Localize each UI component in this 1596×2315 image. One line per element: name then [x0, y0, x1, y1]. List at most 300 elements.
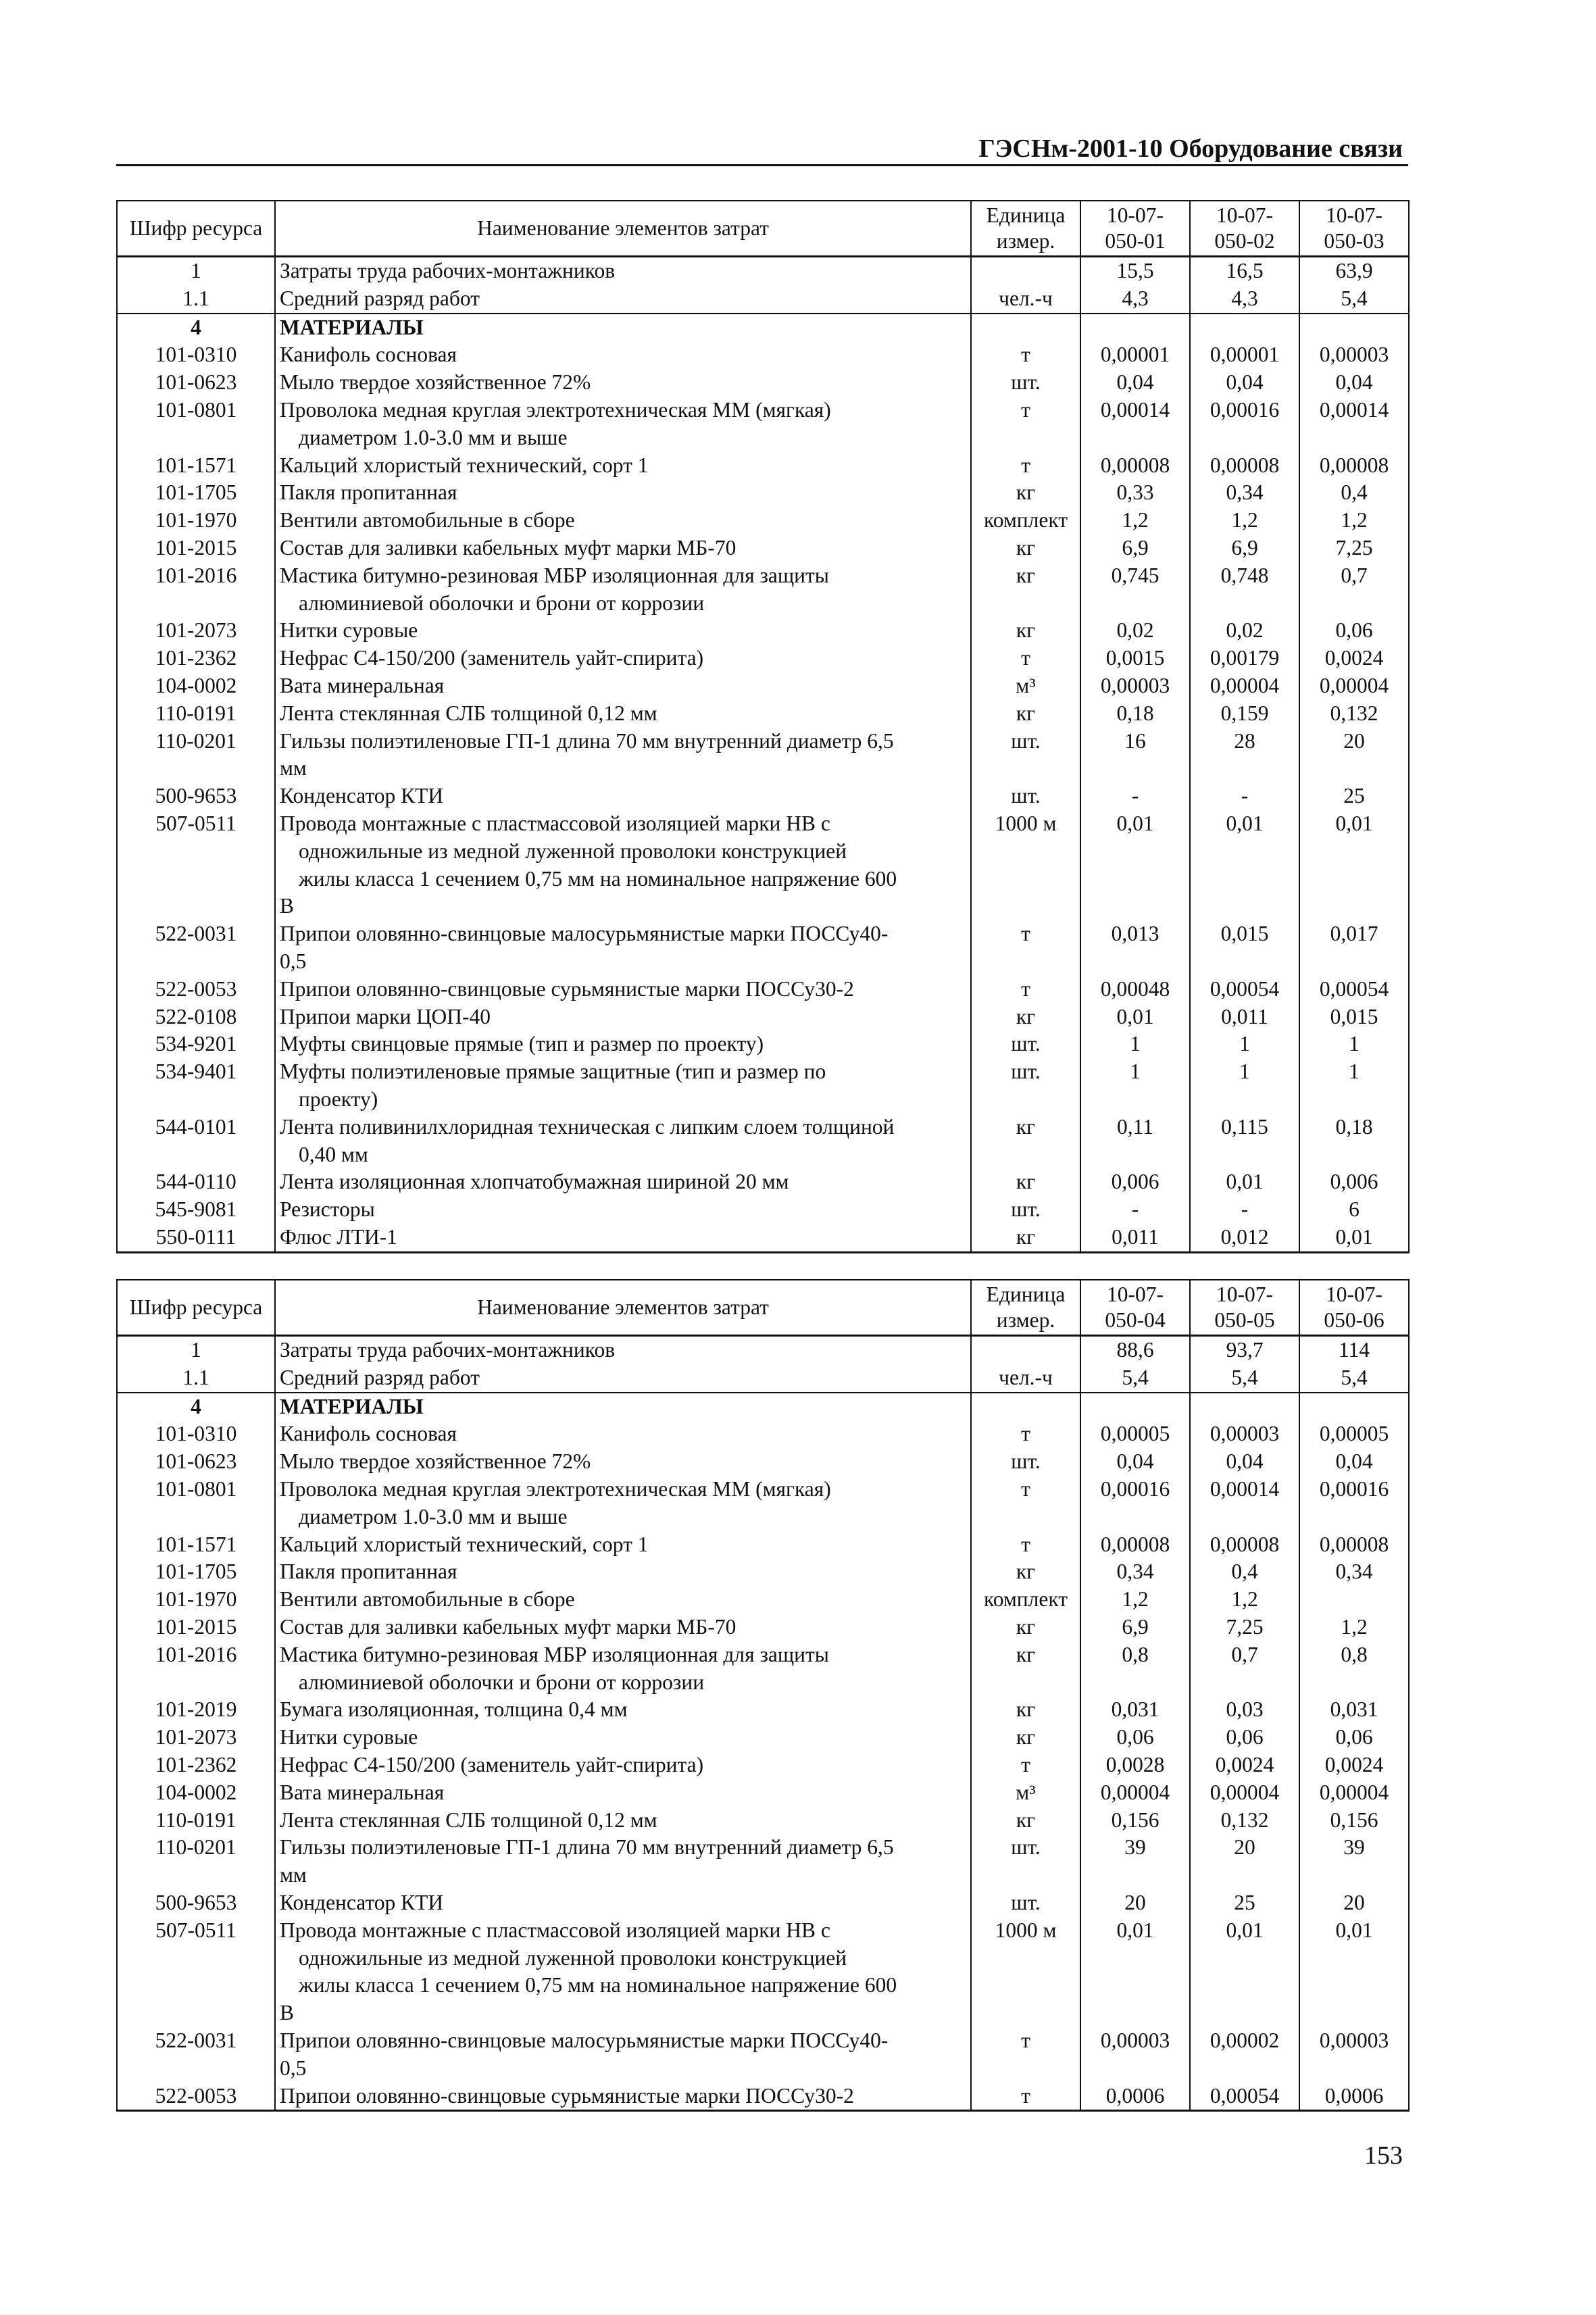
table-row [117, 1058, 1409, 1114]
col-header-name: Наименование элементов затрат [275, 1280, 971, 1336]
unit-of-measure: шт. [971, 1058, 1080, 1114]
resource-name [275, 1779, 971, 1807]
table-row [117, 397, 1409, 452]
table-row [117, 1834, 1409, 1889]
unit-of-measure: 1000 м [971, 1917, 1080, 2027]
resource-name-line: Мыло твердое хозяйственное 72% [280, 370, 591, 395]
resource-name [275, 257, 971, 285]
unit-of-measure [971, 257, 1080, 285]
resource-name [275, 1641, 971, 1697]
resource-name [275, 1476, 971, 1531]
resource-name-line: Муфты свинцовые прямые (тип и размер по проекту) [280, 1032, 764, 1056]
table-row [117, 1336, 1409, 1364]
resource-code: 544-0101 [117, 1114, 275, 1169]
rate-value: 1 [1190, 1058, 1299, 1114]
rate-value: 0,0024 [1299, 1751, 1409, 1779]
rate-value: 0,00005 [1299, 1420, 1409, 1448]
rate-value: 16,5 [1190, 257, 1299, 285]
rate-value: 0,00004 [1299, 1779, 1409, 1807]
resource-name [275, 285, 971, 314]
resource-name [275, 1751, 971, 1779]
unit-of-measure: кг [971, 617, 1080, 645]
rate-value: 0,00002 [1190, 2027, 1299, 2083]
rate-value: 0,006 [1299, 1168, 1409, 1196]
resource-name [275, 1003, 971, 1031]
rate-value: 0,18 [1299, 1114, 1409, 1169]
resource-code: 522-0053 [117, 2083, 275, 2111]
resource-name-line: Состав для заливки кабельных муфт марки МБ-70 [280, 1614, 737, 1639]
resource-name-line: Мастика битумно-резиновая МБР изоляционная для защиты [280, 1642, 829, 1666]
resource-name-line: Затраты труда рабочих-монтажников [280, 259, 616, 282]
resource-name [275, 397, 971, 452]
table-row [117, 369, 1409, 397]
rate-value [1299, 1393, 1409, 1421]
table-row [117, 2027, 1409, 2083]
table-row [117, 1917, 1409, 2027]
unit-of-measure: шт. [971, 1448, 1080, 1476]
rate-value: 0,06 [1190, 1724, 1299, 1751]
unit-of-measure: кг [971, 700, 1080, 728]
unit-of-measure: шт. [971, 369, 1080, 397]
table-row [117, 1114, 1409, 1169]
rate-value: - [1190, 1196, 1299, 1224]
resource-table-1 [116, 200, 1410, 1253]
rate-value: 0,7 [1299, 562, 1409, 618]
page-header-title: ГЭСНм-2001-10 Оборудование связи [978, 134, 1403, 163]
unit-of-measure: т [971, 976, 1080, 1003]
resource-code: 101-2015 [117, 1614, 275, 1641]
rate-value: 0,01 [1080, 810, 1190, 920]
rate-value: 6,9 [1190, 534, 1299, 562]
col-header-code: Шифр ресурса [117, 1280, 275, 1336]
resource-code: 507-0511 [117, 810, 275, 920]
resource-code: 101-1571 [117, 1531, 275, 1559]
rate-value: 0,06 [1299, 617, 1409, 645]
resource-name [275, 976, 971, 1003]
resource-name-line: Вентили автомобильные в сборе [280, 1587, 575, 1612]
rate-value: 0,031 [1080, 1696, 1190, 1724]
rate-value: 0,06 [1299, 1724, 1409, 1751]
rate-value: 0,01 [1080, 1917, 1190, 2027]
unit-of-measure: кг [971, 479, 1080, 507]
resource-name-line: Канифоль сосновая [280, 343, 457, 367]
rate-value: 0,017 [1299, 920, 1409, 976]
resource-name [275, 1696, 971, 1724]
rate-value: 0,00004 [1299, 672, 1409, 700]
rate-value: 1,2 [1080, 1586, 1190, 1614]
unit-of-measure: м³ [971, 672, 1080, 700]
rate-value: 7,25 [1299, 534, 1409, 562]
table-row [117, 285, 1409, 314]
resource-code: 101-2015 [117, 534, 275, 562]
rate-value: 0,03 [1190, 1696, 1299, 1724]
rate-value: 0,00003 [1299, 341, 1409, 369]
resource-code: 101-2362 [117, 1751, 275, 1779]
unit-of-measure: т [971, 920, 1080, 976]
resource-code: 4 [117, 314, 275, 342]
resource-code: 4 [117, 1393, 275, 1421]
resource-name-line: алюминиевой оболочки и брони от коррозии [299, 1670, 705, 1694]
rate-value: 25 [1190, 1889, 1299, 1917]
rate-value: 114 [1299, 1336, 1409, 1364]
resource-name-line: одножильные из медной луженной проволоки конструкцией [299, 839, 847, 863]
rate-value: 20 [1080, 1889, 1190, 1917]
rate-value: 0,00008 [1299, 1531, 1409, 1559]
resource-code: 500-9653 [117, 1889, 275, 1917]
rate-value: 63,9 [1299, 257, 1409, 285]
col-header-unit: Единица измер. [971, 201, 1080, 257]
rate-value: 0,00016 [1299, 1476, 1409, 1531]
rate-value: 0,006 [1080, 1168, 1190, 1196]
resource-code: 522-0108 [117, 1003, 275, 1031]
resource-name [275, 314, 971, 342]
resource-name-line: Нитки суровые [280, 1725, 418, 1749]
page-number: 153 [1364, 2141, 1403, 2170]
table-row [117, 1779, 1409, 1807]
table-row [117, 562, 1409, 618]
resource-code: 522-0053 [117, 976, 275, 1003]
unit-of-measure: шт. [971, 782, 1080, 810]
resource-name-line: Лента изоляционная хлопчатобумажная шириной 20 мм [280, 1170, 789, 1194]
rate-value: - [1190, 782, 1299, 810]
table-row [117, 1476, 1409, 1531]
resource-name-line: Лента поливинилхлоридная техническая с липким слоем толщиной [280, 1114, 895, 1139]
resource-name-line: Гильзы полиэтиленовые ГП-1 длина 70 мм внутренний диаметр 6,5 [280, 728, 894, 753]
resource-code: 544-0110 [117, 1168, 275, 1196]
resource-name [275, 1614, 971, 1641]
table-row [117, 1030, 1409, 1058]
unit-of-measure: кг [971, 1614, 1080, 1641]
rate-value: 0,00008 [1080, 452, 1190, 480]
table-row [117, 1807, 1409, 1835]
resource-name-line: Нитки суровые [280, 618, 418, 643]
table-row [117, 1558, 1409, 1586]
rate-value: 0,00003 [1080, 672, 1190, 700]
resource-code: 545-9081 [117, 1196, 275, 1224]
resource-name-line: мм [280, 756, 307, 780]
table-row [117, 645, 1409, 672]
table-row [117, 617, 1409, 645]
unit-of-measure: шт. [971, 1834, 1080, 1889]
unit-of-measure: шт. [971, 1030, 1080, 1058]
rate-value: 1 [1190, 1030, 1299, 1058]
col-header-unit: Единица измер. [971, 1280, 1080, 1336]
table-row [117, 1224, 1409, 1252]
rate-value: 0,00004 [1190, 672, 1299, 700]
resource-name-line: Резисторы [280, 1197, 375, 1222]
rate-value: 0,031 [1299, 1696, 1409, 1724]
resource-name-line: Конденсатор КТИ [280, 784, 444, 808]
rate-value: 0,02 [1080, 617, 1190, 645]
resource-name-line: 0,40 мм [299, 1142, 368, 1166]
rate-value: 93,7 [1190, 1336, 1299, 1364]
resource-name [275, 1586, 971, 1614]
resource-name [275, 672, 971, 700]
rate-value: 0,11 [1080, 1114, 1190, 1169]
rate-value: 0,156 [1299, 1807, 1409, 1835]
resource-name-line: Мастика битумно-резиновая МБР изоляционная для защиты [280, 563, 829, 587]
rate-value: 25 [1299, 782, 1409, 810]
resource-name [275, 728, 971, 783]
resource-code: 101-0310 [117, 1420, 275, 1448]
resource-name-line: мм [280, 1863, 307, 1887]
resource-name-line: Затраты труда рабочих-монтажников [280, 1338, 616, 1362]
resource-name-line: Состав для заливки кабельных муфт марки МБ-70 [280, 535, 737, 559]
table-row [117, 314, 1409, 342]
resource-name-line: В [280, 894, 295, 918]
unit-of-measure: кг [971, 1224, 1080, 1252]
resource-code: 507-0511 [117, 1917, 275, 2027]
resource-name [275, 2027, 971, 2083]
unit-of-measure: т [971, 1420, 1080, 1448]
unit-of-measure: комплект [971, 1586, 1080, 1614]
rate-value: 5,4 [1190, 1364, 1299, 1393]
table-row [117, 700, 1409, 728]
rate-value: 0,04 [1080, 369, 1190, 397]
unit-of-measure: т [971, 341, 1080, 369]
col-header-rate: 10-07- 050-01 [1080, 201, 1190, 257]
resource-name [275, 1531, 971, 1559]
resource-name [275, 920, 971, 976]
resource-name-line: Гильзы полиэтиленовые ГП-1 длина 70 мм внутренний диаметр 6,5 [280, 1835, 894, 1860]
rate-value: 0,01 [1299, 1224, 1409, 1252]
rate-value: 0,04 [1299, 1448, 1409, 1476]
rate-value: 0,00054 [1299, 976, 1409, 1003]
resource-code: 110-0191 [117, 1807, 275, 1835]
resource-name-line: Провода монтажные с пластмассовой изоляцией марки НВ с [280, 1918, 830, 1942]
col-header-code: Шифр ресурса [117, 201, 275, 257]
rate-value: 28 [1190, 728, 1299, 783]
resource-name-line: Конденсатор КТИ [280, 1890, 444, 1914]
rate-value: 0,4 [1299, 479, 1409, 507]
table-row [117, 2083, 1409, 2111]
rate-value: 0,04 [1190, 1448, 1299, 1476]
resource-name [275, 782, 971, 810]
rate-value: 39 [1299, 1834, 1409, 1889]
rate-value: 0,0006 [1080, 2083, 1190, 2111]
rate-value: 0,00016 [1080, 1476, 1190, 1531]
resource-code: 101-2073 [117, 1724, 275, 1751]
table-row [117, 1364, 1409, 1393]
rate-value: 39 [1080, 1834, 1190, 1889]
unit-of-measure: кг [971, 1003, 1080, 1031]
unit-of-measure: т [971, 2027, 1080, 2083]
table-row [117, 810, 1409, 920]
rate-value: 5,4 [1080, 1364, 1190, 1393]
table-row [117, 1614, 1409, 1641]
rate-value: 0,748 [1190, 562, 1299, 618]
rate-value [1190, 1393, 1299, 1421]
rate-value: 0,01 [1299, 810, 1409, 920]
resource-name-line: диаметром 1.0-3.0 мм и выше [299, 425, 568, 449]
rate-value: 1 [1299, 1058, 1409, 1114]
unit-of-measure: кг [971, 1724, 1080, 1751]
unit-of-measure: комплект [971, 507, 1080, 534]
resource-code: 522-0031 [117, 2027, 275, 2083]
rate-value: 20 [1299, 1889, 1409, 1917]
table-row [117, 782, 1409, 810]
resource-name [275, 1058, 971, 1114]
resource-name-line: Муфты полиэтиленовые прямые защитные (тип и размер по [280, 1060, 826, 1084]
unit-of-measure: шт. [971, 1889, 1080, 1917]
rate-value: 15,5 [1080, 257, 1190, 285]
rate-value: 0,04 [1299, 369, 1409, 397]
resource-name-line: Флюс ЛТИ-1 [280, 1224, 398, 1249]
unit-of-measure: м³ [971, 1779, 1080, 1807]
resource-name-line: диаметром 1.0-3.0 мм и выше [299, 1504, 568, 1528]
unit-of-measure: чел.-ч [971, 285, 1080, 314]
rate-value: 0,00003 [1080, 2027, 1190, 2083]
rate-value [1080, 1393, 1190, 1421]
resource-name-line: Нефрас С4-150/200 (заменитель уайт-спирита) [280, 646, 704, 670]
unit-of-measure: 1000 м [971, 810, 1080, 920]
rate-value: 0,0006 [1299, 2083, 1409, 2111]
unit-of-measure: кг [971, 562, 1080, 618]
rate-value: - [1080, 782, 1190, 810]
resource-code: 101-0801 [117, 1476, 275, 1531]
resource-name [275, 810, 971, 920]
resource-name-line: Кальций хлористый технический, сорт 1 [280, 453, 649, 477]
rate-value: 0,02 [1190, 617, 1299, 645]
rate-value: 0,34 [1080, 1558, 1190, 1586]
rate-value: 0,012 [1190, 1224, 1299, 1252]
unit-of-measure: т [971, 1531, 1080, 1559]
resource-name-line: жилы класса 1 сечением 0,75 мм на номинальное напряжение 600 [299, 866, 897, 891]
rate-value [1299, 314, 1409, 342]
resource-name [275, 369, 971, 397]
table-row [117, 1724, 1409, 1751]
resource-code: 534-9401 [117, 1058, 275, 1114]
resource-name [275, 645, 971, 672]
resource-code: 101-1705 [117, 1558, 275, 1586]
rate-value: 20 [1190, 1834, 1299, 1889]
resource-name [275, 1420, 971, 1448]
rate-value: 0,00003 [1299, 2027, 1409, 2083]
resource-code: 101-2016 [117, 562, 275, 618]
table-row [117, 1003, 1409, 1031]
resource-name-line: алюминиевой оболочки и брони от коррозии [299, 591, 705, 615]
rate-value: 0,00008 [1190, 1531, 1299, 1559]
table-1-body [117, 257, 1409, 1253]
rate-value: 4,3 [1190, 285, 1299, 314]
unit-of-measure: т [971, 1476, 1080, 1531]
rate-value: 0,18 [1080, 700, 1190, 728]
resource-code: 101-1571 [117, 452, 275, 480]
resource-code: 101-0623 [117, 1448, 275, 1476]
unit-of-measure: т [971, 1751, 1080, 1779]
resource-name [275, 1224, 971, 1252]
rate-value: 0,0028 [1080, 1751, 1190, 1779]
resource-name-line: Нефрас С4-150/200 (заменитель уайт-спирита) [280, 1752, 704, 1776]
rate-value: 0,00014 [1299, 397, 1409, 452]
rate-value: 0,00001 [1080, 341, 1190, 369]
rate-value: 0,8 [1080, 1641, 1190, 1697]
table-row [117, 1696, 1409, 1724]
rate-value: 0,01 [1080, 1003, 1190, 1031]
table-row [117, 1168, 1409, 1196]
resource-name-line: Припои марки ЦОП-40 [280, 1004, 491, 1028]
unit-of-measure: шт. [971, 728, 1080, 783]
rate-value [1299, 1586, 1409, 1614]
rate-value: 0,4 [1190, 1558, 1299, 1586]
rate-value: 0,00001 [1190, 341, 1299, 369]
rate-value: 5,4 [1299, 285, 1409, 314]
unit-of-measure: чел.-ч [971, 1364, 1080, 1393]
rate-value: 0,015 [1299, 1003, 1409, 1031]
resource-name-line: МАТЕРИАЛЫ [280, 1394, 424, 1418]
resource-name-line: жилы класса 1 сечением 0,75 мм на номинальное напряжение 600 [299, 1973, 897, 1997]
resource-code: 101-2019 [117, 1696, 275, 1724]
rate-value: 20 [1299, 728, 1409, 783]
rate-value: 16 [1080, 728, 1190, 783]
table-row [117, 1393, 1409, 1421]
rate-value: 1,2 [1299, 1614, 1409, 1641]
rate-value: 1,2 [1299, 507, 1409, 534]
rate-value [1190, 314, 1299, 342]
table-row [117, 976, 1409, 1003]
unit-of-measure: кг [971, 1558, 1080, 1586]
resource-code: 101-1970 [117, 1586, 275, 1614]
resource-name-line: Припои оловянно-свинцовые малосурьмянистые марки ПОССу40- [280, 922, 889, 946]
unit-of-measure [971, 1336, 1080, 1364]
resource-name [275, 1917, 971, 2027]
resource-name-line: Лента стеклянная СЛБ толщиной 0,12 мм [280, 1808, 657, 1832]
unit-of-measure: шт. [971, 1196, 1080, 1224]
resource-name [275, 617, 971, 645]
table-row [117, 1751, 1409, 1779]
resource-name-line: Средний разряд работ [280, 286, 480, 310]
rate-value: 0,00008 [1080, 1531, 1190, 1559]
resource-name-line: 0,5 [280, 949, 307, 973]
rate-value: 0,00004 [1190, 1779, 1299, 1807]
table-row [117, 452, 1409, 480]
resource-code: 110-0191 [117, 700, 275, 728]
resource-code: 101-1705 [117, 479, 275, 507]
resource-name [275, 1030, 971, 1058]
rate-value: 0,04 [1080, 1448, 1190, 1476]
rate-value: 0,04 [1190, 369, 1299, 397]
rate-value: 0,00048 [1080, 976, 1190, 1003]
col-header-name: Наименование элементов затрат [275, 201, 971, 257]
rate-value: 0,00014 [1190, 1476, 1299, 1531]
resource-code: 1.1 [117, 285, 275, 314]
table-row [117, 728, 1409, 783]
resource-name [275, 562, 971, 618]
rate-value: 0,00014 [1080, 397, 1190, 452]
resource-code: 550-0111 [117, 1224, 275, 1252]
col-header-rate: 10-07- 050-03 [1299, 201, 1409, 257]
rate-value: 0,00008 [1190, 452, 1299, 480]
rate-value: 6,9 [1080, 534, 1190, 562]
rate-value: 0,34 [1299, 1558, 1409, 1586]
col-header-rate: 10-07- 050-05 [1190, 1280, 1299, 1336]
resource-name [275, 1393, 971, 1421]
resource-code: 500-9653 [117, 782, 275, 810]
col-header-rate: 10-07- 050-06 [1299, 1280, 1409, 1336]
rate-value: 0,115 [1190, 1114, 1299, 1169]
resource-name-line: В [280, 2001, 295, 2025]
rate-value: 4,3 [1080, 285, 1190, 314]
rate-value: 7,25 [1190, 1614, 1299, 1641]
resource-name-line: проекту) [299, 1087, 378, 1111]
rate-value: 0,01 [1299, 1917, 1409, 2027]
unit-of-measure: кг [971, 1114, 1080, 1169]
resource-code: 101-0801 [117, 397, 275, 452]
rate-value: 0,013 [1080, 920, 1190, 976]
resource-name-line: Припои оловянно-свинцовые сурьмянистые марки ПОССу30-2 [280, 2083, 854, 2108]
rate-value: 0,156 [1080, 1807, 1190, 1835]
resource-name [275, 1889, 971, 1917]
